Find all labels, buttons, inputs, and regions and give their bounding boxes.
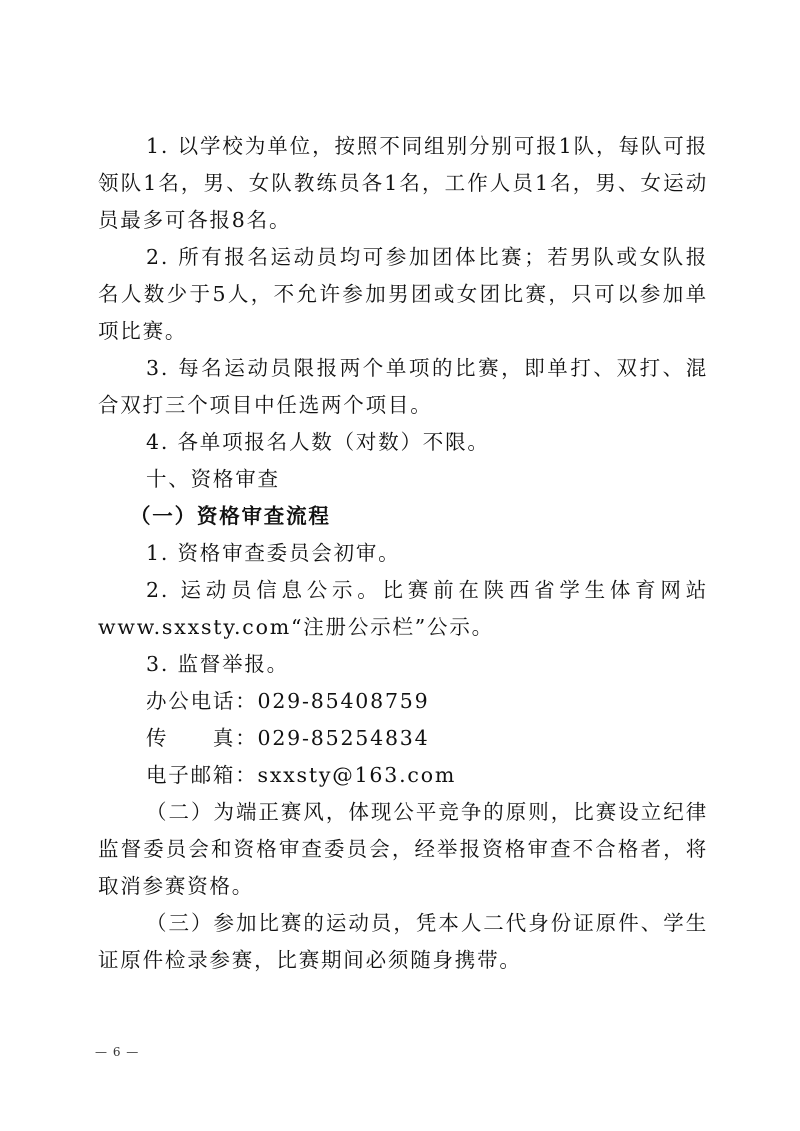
review-step-1: 1. 资格审查委员会初审。 <box>146 541 401 565</box>
contact-value: 029-85408759 <box>257 689 430 713</box>
section-title: 十、资格审查 <box>146 467 280 491</box>
subsection-3-paragraph: （三）参加比赛的运动员，凭本人二代身份证原件、学生证原件检录参赛，比赛期间必须随身携带。 <box>98 911 708 972</box>
contact-email <box>98 757 708 794</box>
registration-rule-1: 1. 以学校为单位，按照不同组别分别可报1队，每队可报领队1名，男、女队教练员各1名，工作人员1名，男、女运动员最多可各报8名。 <box>98 134 708 232</box>
subsection-2-paragraph: （二）为端正赛风，体现公平竞争的原则，比赛设立纪律监督委员会和资格审查委员会，经举报资格审查不合格者，将取消参赛资格。 <box>98 800 708 898</box>
page-number: — 6 — <box>95 1045 140 1059</box>
registration-rule-4: 4. 各单项报名人数（对数）不限。 <box>146 430 490 454</box>
review-step-2: 2. 运动员信息公示。比赛前在陕西省学生体育网站www.sxxsty.com“注册公示栏”公示。 <box>98 578 708 639</box>
contact-value: sxxsty@163.com <box>257 763 457 787</box>
subsection-1-title: （一）资格审查流程 <box>130 504 331 528</box>
contact-value: 029-85254834 <box>257 726 430 750</box>
review-step-3: 3. 监督举报。 <box>146 652 289 676</box>
contact-label: 传 真： <box>146 726 258 750</box>
contact-office-phone <box>98 683 708 720</box>
registration-rule-3: 3. 每名运动员限报两个单项的比赛，即单打、双打、混合双打三个项目中任选两个项目。 <box>98 356 708 417</box>
registration-rule-2: 2. 所有报名运动员均可参加团体比赛；若男队或女队报名人数少于5人，不允许参加男团或女团比赛，只可以参加单项比赛。 <box>98 245 708 343</box>
document-body <box>98 128 708 979</box>
contact-label: 电子邮箱： <box>146 763 258 787</box>
contact-fax <box>98 720 708 757</box>
contact-label: 办公电话： <box>146 689 258 713</box>
